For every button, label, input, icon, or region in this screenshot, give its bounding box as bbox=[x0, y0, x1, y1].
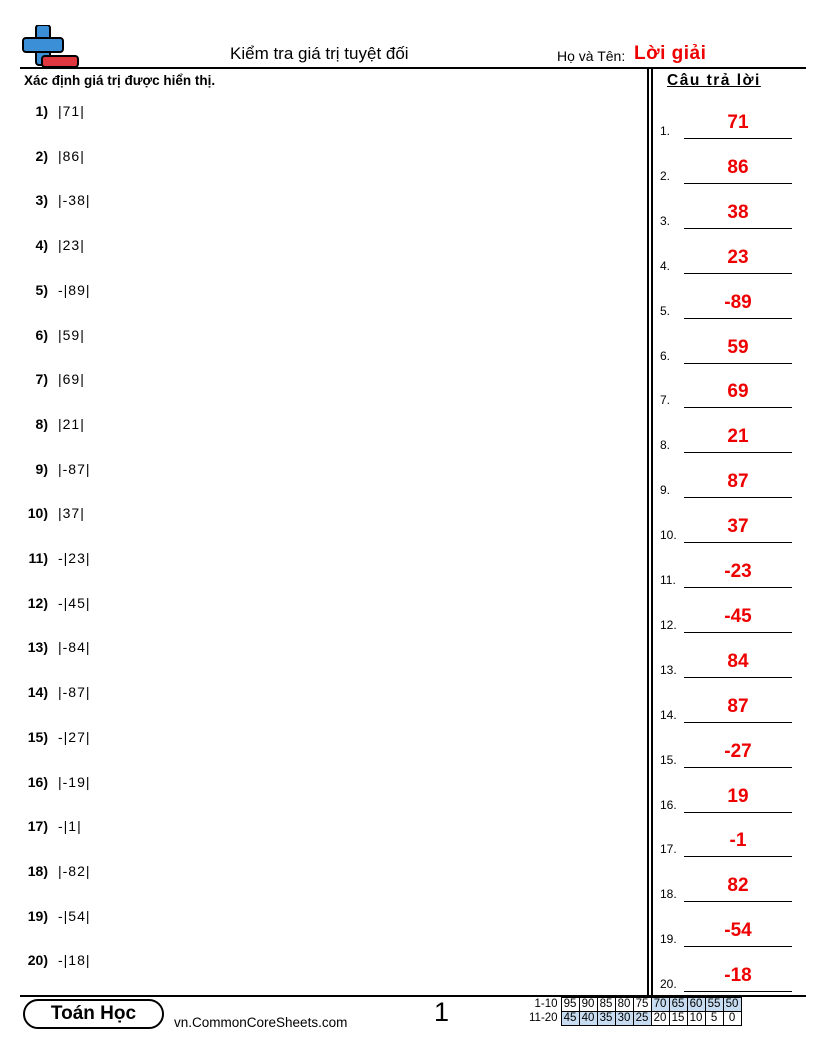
question-number: 4) bbox=[35, 237, 48, 254]
question-number: 9) bbox=[35, 460, 48, 477]
answer-line bbox=[684, 452, 792, 453]
top-divider bbox=[20, 67, 806, 69]
question-number: 15) bbox=[27, 728, 48, 745]
score-cell: 75 bbox=[633, 998, 651, 1012]
question-expression: |86| bbox=[58, 147, 85, 164]
question-item bbox=[20, 103, 85, 119]
answer-item bbox=[660, 817, 792, 857]
question-expression: -|27| bbox=[58, 728, 91, 745]
question-item bbox=[20, 952, 91, 968]
name-value: Lời giải bbox=[634, 43, 707, 64]
question-expression: |-84| bbox=[58, 639, 91, 656]
score-row bbox=[529, 1012, 741, 1026]
question-item bbox=[20, 416, 85, 432]
answer-line bbox=[684, 318, 792, 319]
answer-item bbox=[660, 458, 792, 498]
answer-value: -54 bbox=[724, 920, 752, 942]
question-expression: |21| bbox=[58, 415, 85, 432]
answer-index: 14. bbox=[660, 707, 677, 722]
question-item bbox=[20, 505, 85, 521]
answer-item bbox=[660, 952, 792, 992]
question-number: 10) bbox=[27, 505, 48, 522]
answer-line bbox=[684, 632, 792, 633]
score-cell: 55 bbox=[705, 998, 723, 1012]
plus-minus-logo-icon bbox=[22, 25, 80, 69]
question-item bbox=[20, 192, 91, 208]
answer-header: Câu trả lời bbox=[667, 72, 761, 89]
answer-value: 84 bbox=[727, 650, 749, 672]
instructions: Xác định giá trị được hiển thị. bbox=[24, 73, 216, 88]
answer-index: 13. bbox=[660, 662, 677, 677]
score-cell: 5 bbox=[705, 1012, 723, 1026]
name-label: Họ và Tên: bbox=[557, 48, 626, 64]
answer-item bbox=[660, 368, 792, 408]
answer-index: 7. bbox=[660, 393, 671, 408]
question-item bbox=[20, 818, 82, 834]
answer-line bbox=[684, 273, 792, 274]
answer-item bbox=[660, 324, 792, 364]
answer-line bbox=[684, 497, 792, 498]
answer-index: 17. bbox=[660, 842, 677, 857]
question-number: 6) bbox=[35, 326, 48, 343]
brand-badge: Toán Học bbox=[23, 999, 164, 1029]
question-number: 1) bbox=[35, 103, 48, 119]
score-cell: 20 bbox=[651, 1012, 669, 1026]
answer-index: 11. bbox=[660, 573, 676, 587]
question-expression: -|1| bbox=[58, 818, 82, 835]
question-expression: |-87| bbox=[58, 460, 91, 477]
answer-value: 59 bbox=[727, 336, 749, 358]
answer-value: 71 bbox=[727, 112, 749, 133]
question-item bbox=[20, 595, 91, 611]
score-cell: 15 bbox=[669, 1012, 687, 1026]
answer-item bbox=[660, 862, 792, 902]
score-cell: 25 bbox=[633, 1012, 651, 1026]
answer-line bbox=[684, 587, 792, 588]
score-cell: 70 bbox=[651, 998, 669, 1012]
answer-value: -1 bbox=[729, 830, 747, 852]
question-item bbox=[20, 282, 91, 298]
answer-line bbox=[684, 856, 792, 857]
answer-index: 5. bbox=[660, 303, 671, 318]
question-number: 12) bbox=[27, 594, 48, 611]
question-expression: -|23| bbox=[58, 550, 91, 566]
score-row bbox=[529, 998, 741, 1012]
answer-value: -27 bbox=[724, 740, 752, 762]
question-item bbox=[20, 908, 91, 924]
answer-item bbox=[660, 638, 792, 678]
answer-value: 23 bbox=[727, 246, 749, 268]
answer-item bbox=[660, 593, 792, 633]
question-number: 3) bbox=[35, 192, 48, 209]
answer-item bbox=[660, 144, 792, 184]
question-item bbox=[20, 327, 85, 343]
answer-item bbox=[660, 189, 792, 229]
answer-line bbox=[684, 677, 792, 678]
question-expression: |-19| bbox=[58, 773, 91, 790]
question-number: 11) bbox=[28, 550, 48, 566]
question-expression: |37| bbox=[58, 505, 85, 522]
question-number: 18) bbox=[27, 862, 48, 879]
question-item bbox=[20, 148, 85, 164]
question-number: 7) bbox=[35, 371, 48, 388]
question-item bbox=[20, 461, 91, 477]
answer-value: 87 bbox=[727, 471, 749, 493]
answer-value: -45 bbox=[724, 605, 752, 627]
question-item bbox=[20, 774, 91, 790]
answer-item bbox=[660, 683, 792, 723]
score-cell: 65 bbox=[669, 998, 687, 1012]
worksheet-title: Kiểm tra giá trị tuyệt đối bbox=[230, 44, 409, 63]
question-number: 13) bbox=[27, 639, 48, 656]
answer-line bbox=[684, 183, 792, 184]
score-cell: 60 bbox=[687, 998, 705, 1012]
answer-index: 20. bbox=[660, 977, 677, 992]
score-cell: 30 bbox=[615, 1012, 633, 1026]
question-item bbox=[20, 729, 91, 745]
score-range-label: 11-20 bbox=[529, 1012, 558, 1024]
question-item bbox=[20, 684, 91, 700]
question-expression: |59| bbox=[58, 326, 85, 343]
question-number: 16) bbox=[27, 773, 48, 790]
answer-line bbox=[684, 812, 792, 813]
question-number: 20) bbox=[27, 952, 48, 969]
answer-value: 86 bbox=[727, 156, 749, 178]
question-item bbox=[20, 863, 91, 879]
answer-line bbox=[684, 901, 792, 902]
answer-item bbox=[660, 503, 792, 543]
question-item bbox=[20, 639, 91, 655]
score-cell: 0 bbox=[723, 1012, 741, 1026]
answer-value: 87 bbox=[727, 695, 749, 717]
question-expression: |-38| bbox=[58, 192, 91, 209]
answer-line bbox=[684, 138, 792, 139]
question-item bbox=[20, 550, 91, 566]
question-expression: -|18| bbox=[58, 952, 91, 969]
score-cell: 45 bbox=[561, 1012, 579, 1026]
question-expression: -|45| bbox=[58, 594, 91, 611]
answer-item bbox=[660, 99, 792, 139]
question-expression: |23| bbox=[58, 237, 85, 254]
question-number: 2) bbox=[35, 147, 48, 164]
answer-item bbox=[660, 413, 792, 453]
answer-index: 12. bbox=[660, 617, 677, 632]
answer-value: -18 bbox=[724, 965, 752, 987]
score-cell: 50 bbox=[723, 998, 741, 1012]
page-number: 1 bbox=[434, 997, 450, 1027]
answer-item bbox=[660, 907, 792, 947]
score-range-label: 1-10 bbox=[534, 998, 558, 1010]
answer-line bbox=[684, 767, 792, 768]
answer-index: 8. bbox=[660, 438, 671, 453]
question-expression: |-82| bbox=[58, 862, 91, 879]
answer-item bbox=[660, 728, 792, 768]
answer-item bbox=[660, 773, 792, 813]
question-number: 5) bbox=[35, 281, 48, 298]
question-number: 14) bbox=[27, 684, 48, 701]
answer-line bbox=[684, 228, 792, 229]
answer-line bbox=[684, 991, 792, 992]
answer-line bbox=[684, 542, 792, 543]
answer-value: -89 bbox=[724, 291, 752, 313]
answer-value: 19 bbox=[727, 785, 749, 807]
answer-index: 18. bbox=[660, 887, 677, 902]
question-number: 19) bbox=[27, 907, 48, 924]
answer-value: 38 bbox=[727, 201, 749, 223]
score-cell: 40 bbox=[579, 1012, 597, 1026]
column-divider-left bbox=[647, 68, 649, 996]
answer-line bbox=[684, 722, 792, 723]
answer-item bbox=[660, 234, 792, 274]
answer-index: 15. bbox=[660, 752, 677, 767]
site-url: vn.CommonCoreSheets.com bbox=[174, 1015, 348, 1030]
answer-index: 19. bbox=[660, 932, 677, 947]
answer-line bbox=[684, 363, 792, 364]
score-cell: 80 bbox=[615, 998, 633, 1012]
question-expression: -|89| bbox=[58, 281, 91, 298]
answer-item bbox=[660, 279, 792, 319]
score-cell: 95 bbox=[561, 998, 579, 1012]
column-divider-right bbox=[651, 68, 653, 996]
answer-index: 2. bbox=[660, 168, 671, 183]
answer-index: 1. bbox=[660, 124, 671, 138]
answer-index: 4. bbox=[660, 258, 671, 273]
answer-value: 21 bbox=[727, 426, 749, 448]
answer-line bbox=[684, 407, 792, 408]
answer-index: 6. bbox=[660, 348, 671, 363]
answer-index: 3. bbox=[660, 213, 671, 228]
answer-line bbox=[684, 946, 792, 947]
score-cell: 10 bbox=[687, 1012, 705, 1026]
answer-item bbox=[660, 548, 792, 588]
question-number: 17) bbox=[27, 818, 48, 835]
question-expression: |-87| bbox=[58, 684, 91, 701]
answer-value: -23 bbox=[724, 561, 752, 582]
score-table bbox=[529, 997, 742, 1026]
answer-value: 69 bbox=[727, 381, 749, 403]
question-expression: |71| bbox=[58, 103, 85, 119]
answer-value: 37 bbox=[727, 516, 749, 538]
answer-index: 16. bbox=[660, 797, 677, 812]
answer-index: 10. bbox=[660, 528, 677, 543]
score-cell: 90 bbox=[579, 998, 597, 1012]
answer-value: 82 bbox=[727, 875, 749, 897]
score-cell: 85 bbox=[597, 998, 615, 1012]
question-expression: |69| bbox=[58, 371, 85, 388]
question-item bbox=[20, 237, 85, 253]
question-number: 8) bbox=[35, 415, 48, 432]
score-cell: 35 bbox=[597, 1012, 615, 1026]
answer-index: 9. bbox=[660, 483, 671, 498]
question-item bbox=[20, 371, 85, 387]
question-expression: -|54| bbox=[58, 907, 91, 924]
